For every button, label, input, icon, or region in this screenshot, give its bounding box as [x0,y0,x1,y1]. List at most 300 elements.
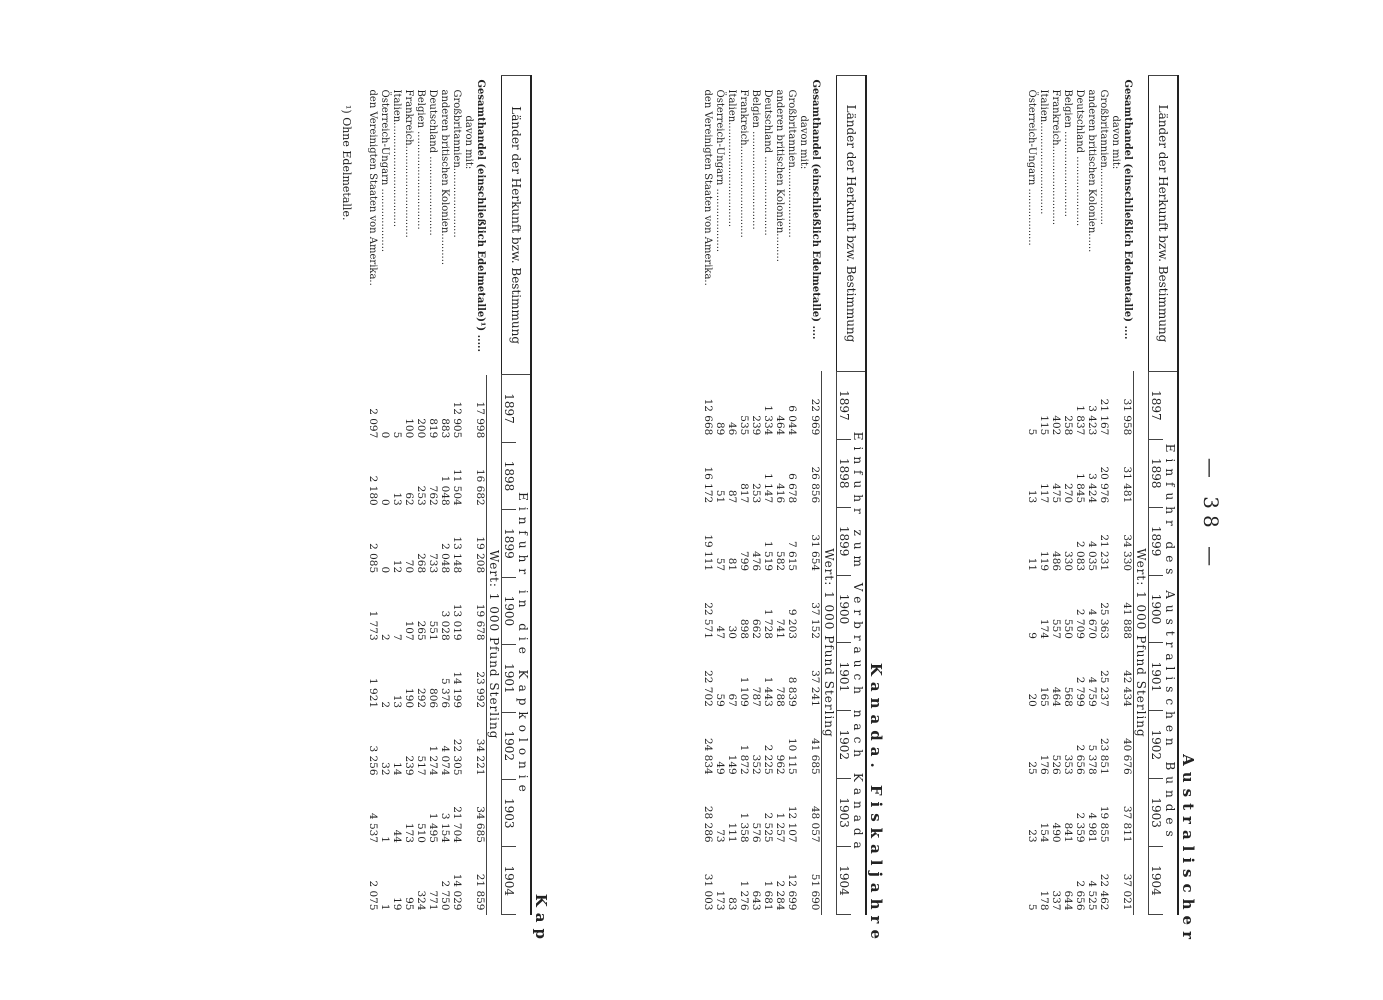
value-cell: 28 286 [702,805,714,843]
value-cell: 475 [1050,483,1062,504]
value-cell: 190 [403,688,415,709]
value-cell: 2 525 [762,812,774,843]
value-cell: 643 [750,890,762,911]
table-row [798,76,809,915]
value-cell: 762 [427,485,439,506]
value-cell: 2 075 [367,880,379,911]
row-label: Großbritannien...................... [786,89,798,238]
value-cell: 464 [774,415,786,436]
value-cell: 464 [1050,686,1062,707]
value-cell: 292 [415,688,427,709]
value-cell: 31 481 [1121,466,1133,504]
table-body [367,76,487,915]
year-header: 1900 [502,577,517,644]
value-cell: 149 [726,754,738,775]
value-cell: 19 208 [474,536,486,574]
row-label: Frankreich............................. [403,89,415,238]
value-cell: 2 [379,701,391,709]
value-cell: 19 855 [1098,805,1110,843]
value-cell: 771 [427,890,439,911]
row-label: Deutschland ...................... [1074,89,1086,227]
value-cell: 4 074 [439,745,451,776]
value-cell: 1 921 [367,678,379,709]
value-cell: 253 [750,483,762,504]
value-cell: 49 [714,761,726,775]
value-cell: 258 [1062,415,1074,436]
table-row [427,76,439,915]
unit-label: Wert: 1 000 Pfund Sterling [487,375,502,915]
value-cell: 1 109 [738,676,750,707]
value-cell [798,847,809,915]
value-cell: 2 799 [1074,676,1086,707]
value-cell: 20 [1026,693,1038,707]
value-cell: 733 [427,553,439,574]
value-cell: 62 [403,492,415,506]
section-heading: Kanada. Fiskaljahre [867,662,885,945]
value-cell: 4 981 [1086,812,1098,843]
value-cell: 1 276 [738,880,750,911]
value-cell: 22 571 [702,602,714,639]
value-cell [1110,711,1121,779]
value-cell: 16 682 [474,468,486,506]
year-header: 1904 [502,847,517,915]
value-cell: 353 [1062,754,1074,775]
value-cell: 12 699 [786,873,798,911]
year-header: 1898 [837,439,852,507]
value-cell: 12 [391,559,403,574]
value-cell [1110,439,1121,507]
row-label: Italien................................. [726,89,738,228]
value-cell: 19 [391,897,403,911]
value-cell: 5 376 [439,678,451,709]
value-cell: 265 [415,620,427,641]
value-cell: 1 147 [762,473,774,504]
value-cell: 34 330 [1121,534,1133,572]
value-cell: 510 [415,822,427,843]
value-cell: 1 [379,836,391,843]
value-cell: 37 241 [809,670,821,707]
year-header: 1899 [837,507,852,575]
value-cell: 25 [1026,761,1038,775]
value-cell: 115 [1038,415,1050,436]
year-header: 1897 [837,371,852,439]
row-label: Belgien ........................... [1062,89,1074,217]
document-page [170,75,1223,955]
value-cell: 4 035 [1086,541,1098,572]
cape-table [367,75,532,915]
table-row [786,76,798,915]
value-cell: 89 [714,421,726,436]
row-label: Österreich-Ungarn .................... [379,89,391,253]
row-label: Gesamthandel (einschließlich Edelmetalle)¹) ..... [474,79,486,353]
value-cell: 41 888 [1121,602,1133,639]
label-header: Länder der Herkunft bzw. Bestimmung [1149,76,1179,372]
value-cell: 17 998 [474,401,486,439]
group-title: Einfuhr des Australischen Bundes [1163,443,1177,843]
value-cell [798,507,809,575]
value-cell [1110,779,1121,847]
value-cell: 5 378 [1086,744,1098,775]
value-cell: 37 811 [1121,805,1133,843]
year-header: 1900 [1149,575,1164,643]
year-header: 1899 [1149,507,1164,575]
table-row [1110,76,1121,915]
value-cell: 44 [391,829,403,843]
value-cell: 6 044 [786,405,798,436]
row-label: Italien................................. [391,89,403,228]
table-row [1050,76,1062,915]
table-body [1026,76,1134,915]
row-label: Gesamthandel (einschließlich Edelmetalle) .... [1121,79,1133,340]
table-row [762,76,774,915]
value-cell: 32 [379,762,391,776]
value-cell: 5 [1026,903,1038,911]
row-label: anderen britischen Kolonien...... [1086,89,1098,253]
table-row [367,76,379,915]
value-cell [463,712,474,779]
value-cell: 14 029 [451,873,463,911]
value-cell: 13 [391,694,403,709]
value-cell: 402 [1050,415,1062,436]
table-row [439,76,451,915]
row-label: Frankreich......................... [1050,89,1062,226]
row-label: Österreich-Ungarn .................. [1026,89,1038,246]
table-row [702,76,714,915]
value-cell: 2 083 [1074,541,1086,572]
value-cell: 2 656 [1074,880,1086,911]
value-cell [463,375,474,442]
value-cell: 13 [391,492,403,506]
value-cell: 1 [379,903,391,911]
value-cell: 12 107 [786,805,798,843]
value-cell: 21 167 [1098,398,1110,436]
value-cell: 2 [379,633,391,641]
year-header: 1902 [502,712,517,779]
value-cell [1110,371,1121,439]
value-cell: 330 [1062,551,1074,572]
value-cell: 23 992 [474,671,486,709]
value-cell: 14 199 [451,671,463,709]
value-cell: 178 [1038,890,1050,911]
value-cell [798,643,809,711]
value-cell: 100 [403,418,415,439]
table-row [463,76,474,915]
value-cell [1110,643,1121,711]
table-row [714,76,726,915]
year-header: 1897 [502,375,517,442]
year-header: 1899 [502,510,517,577]
unit-label: Wert: 1 000 Pfund Sterling [1134,371,1149,914]
value-cell: 2 656 [1074,744,1086,775]
value-cell: 31 654 [809,534,821,572]
table-row [415,76,427,915]
row-label: anderen britischen Kolonien.......... [439,89,451,266]
value-cell: 3 154 [439,812,451,843]
table-row [1121,76,1134,915]
value-cell: 535 [738,415,750,436]
value-cell: 2 359 [1074,812,1086,843]
value-cell: 270 [1062,483,1074,504]
table-row [1026,76,1038,915]
year-header: 1902 [1149,711,1164,779]
value-cell: 67 [726,693,738,707]
table-row [451,76,463,915]
value-cell: 1 837 [1074,405,1086,436]
value-cell: 11 [1026,557,1038,572]
value-cell: 5 [391,431,403,439]
value-cell: 21 231 [1098,534,1110,572]
year-header: 1904 [1149,847,1164,915]
value-cell [1110,847,1121,915]
value-cell: 21 704 [451,806,463,843]
value-cell: 13 019 [451,603,463,641]
value-cell: 476 [750,551,762,572]
value-cell: 31 958 [1121,398,1133,436]
value-cell: 16 172 [702,466,714,504]
year-header: 1901 [1149,643,1164,711]
value-cell [463,645,474,712]
value-cell: 87 [726,489,738,504]
row-label: Deutschland ......................... [762,89,774,236]
value-cell: 23 [1026,829,1038,843]
value-cell: 883 [439,418,451,439]
table-row [379,76,391,915]
value-cell: 6 678 [786,473,798,504]
value-cell: 788 [774,686,786,707]
value-cell: 1 773 [367,610,379,641]
value-cell: 107 [403,620,415,641]
row-label: Frankreich............................. [738,89,750,238]
value-cell: 819 [427,418,439,439]
value-cell: 841 [1062,822,1074,843]
value-cell: 34 221 [474,738,486,776]
value-cell: 22 969 [809,398,821,436]
value-cell: 165 [1038,686,1050,707]
value-cell: 14 [391,762,403,776]
table-row [474,76,487,915]
value-cell: 57 [714,557,726,572]
value-cell: 46 [726,421,738,436]
value-cell: 557 [1050,618,1062,639]
value-cell: 48 057 [809,805,821,843]
page-number: — 38 — [1199,457,1223,573]
row-label: Österreich-Ungarn .................... [714,89,726,253]
footnote: ¹) Ohne Edelmetalle. [340,105,353,221]
value-cell: 200 [415,418,427,439]
value-cell: 526 [1050,754,1062,775]
value-cell: 416 [774,483,786,504]
value-cell: 31 003 [702,873,714,911]
value-cell: 787 [750,686,762,707]
value-cell: 2 284 [774,880,786,911]
year-header: 1902 [837,711,852,779]
value-cell: 1 048 [439,475,451,506]
group-title: Einfuhr zum Verbrauch nach Kanada [851,431,865,855]
table-row [403,76,415,915]
value-cell: 568 [1062,686,1074,707]
value-cell: 741 [774,618,786,639]
value-cell: 20 976 [1098,466,1110,504]
year-header: 1898 [502,442,517,509]
value-cell: 13 [1026,489,1038,504]
value-cell: 4 525 [1086,880,1098,911]
value-cell: 962 [774,754,786,775]
value-cell: 2 180 [367,475,379,506]
year-header: 1900 [837,575,852,643]
value-cell: 22 305 [451,738,463,776]
value-cell: 40 676 [1121,737,1133,775]
canada-table [702,75,867,915]
value-cell: 47 [714,625,726,639]
value-cell: 2 085 [367,543,379,574]
value-cell: 37 021 [1121,873,1133,911]
value-cell: 1 681 [762,880,774,911]
value-cell: 2 709 [1074,608,1086,639]
value-cell: 9 203 [786,608,798,639]
value-cell: 26 856 [809,466,821,504]
value-cell: 337 [1050,890,1062,911]
value-cell: 42 434 [1121,670,1133,707]
value-cell: 0 [379,566,391,574]
value-cell: 59 [714,693,726,707]
value-cell: 51 690 [809,873,821,911]
value-cell: 7 [391,633,403,641]
row-label: Italien............................. [1038,89,1050,215]
value-cell: 73 [714,829,726,843]
value-cell: 34 685 [474,806,486,843]
value-cell: 1 845 [1074,473,1086,504]
value-cell: 662 [750,618,762,639]
value-cell: 174 [1038,618,1050,639]
value-cell: 1 495 [427,812,439,843]
value-cell [463,780,474,847]
row-label: den Vereinigten Staaten von Amerika.. [367,89,379,286]
row-label: davon mit: [1110,115,1121,170]
value-cell: 22 702 [702,670,714,707]
value-cell: 490 [1050,822,1062,843]
value-cell [463,577,474,644]
row-label: davon mit: [798,115,809,170]
year-header: 1903 [1149,779,1164,847]
value-cell: 173 [403,822,415,843]
value-cell: 13 148 [451,536,463,574]
value-cell: 22 462 [1098,873,1110,911]
value-cell: 7 615 [786,541,798,572]
value-cell: 4 759 [1086,676,1098,707]
value-cell: 11 504 [451,468,463,506]
section-cape [340,75,550,955]
value-cell: 21 859 [474,873,486,911]
value-cell: 2 048 [439,543,451,574]
value-cell: 239 [750,415,762,436]
year-header: 1901 [837,643,852,711]
row-label: davon mit: [463,115,474,170]
value-cell [798,439,809,507]
value-cell: 898 [738,618,750,639]
value-cell: 1 274 [427,745,439,776]
value-cell: 5 [1026,428,1038,436]
value-cell: 806 [427,688,439,709]
value-cell: 8 839 [786,676,798,707]
row-label: Belgien ............................... [750,89,762,230]
value-cell: 173 [714,890,726,911]
table-row [1098,76,1110,915]
value-cell [1110,507,1121,575]
value-cell: 1 334 [762,405,774,436]
value-cell: 176 [1038,754,1050,775]
value-cell [798,779,809,847]
value-cell: 83 [726,897,738,911]
value-cell: 25 237 [1098,670,1110,707]
value-cell [463,510,474,577]
value-cell: 582 [774,551,786,572]
value-cell: 19 678 [474,603,486,641]
value-cell: 117 [1038,483,1050,504]
value-cell: 550 [1062,618,1074,639]
value-cell: 24 834 [702,737,714,775]
value-cell: 12 905 [451,401,463,439]
table-row [726,76,738,915]
value-cell: 1 519 [762,541,774,572]
year-header: 1901 [502,645,517,712]
year-header: 1898 [1149,439,1164,507]
row-label: Großbritannien...................... [451,89,463,238]
row-label: Großbritannien.................. [1098,89,1110,225]
value-cell: 3 424 [1086,473,1098,504]
value-cell: 799 [738,551,750,572]
row-label: Deutschland ......................... [427,89,439,236]
table-body [702,76,822,915]
value-cell: 119 [1038,551,1050,572]
table-row [738,76,750,915]
value-cell: 51 [714,489,726,504]
table-row [1038,76,1050,915]
value-cell: 3 423 [1086,405,1098,436]
value-cell: 4 670 [1086,608,1098,639]
value-cell: 30 [726,625,738,639]
table-row [1086,76,1098,915]
label-header: Länder der Herkunft bzw. Bestimmung [837,76,867,372]
value-cell: 268 [415,553,427,574]
value-cell: 37 152 [809,602,821,639]
row-label: den Vereinigten Staaten von Amerika.. [702,89,714,286]
value-cell [463,847,474,915]
value-cell: 1 358 [738,812,750,843]
value-cell: 2 225 [762,744,774,775]
value-cell: 352 [750,754,762,775]
value-cell: 41 685 [809,737,821,775]
value-cell: 486 [1050,551,1062,572]
value-cell: 4 537 [367,812,379,843]
value-cell: 0 [379,499,391,506]
value-cell: 70 [403,559,415,574]
section-heading: Kap [532,893,550,945]
table-row [809,76,822,915]
value-cell: 1 257 [774,812,786,843]
value-cell: 12 668 [702,398,714,436]
value-cell [463,442,474,509]
value-cell: 517 [415,755,427,776]
value-cell: 2 750 [439,880,451,911]
value-cell: 111 [726,822,738,843]
section-australia [1026,75,1197,955]
value-cell: 25 363 [1098,602,1110,639]
value-cell: 551 [427,620,439,641]
table-row [1062,76,1074,915]
label-header: Länder der Herkunft bzw. Bestimmung [502,76,532,375]
value-cell [798,371,809,439]
section-heading: Australischer [1179,754,1197,945]
